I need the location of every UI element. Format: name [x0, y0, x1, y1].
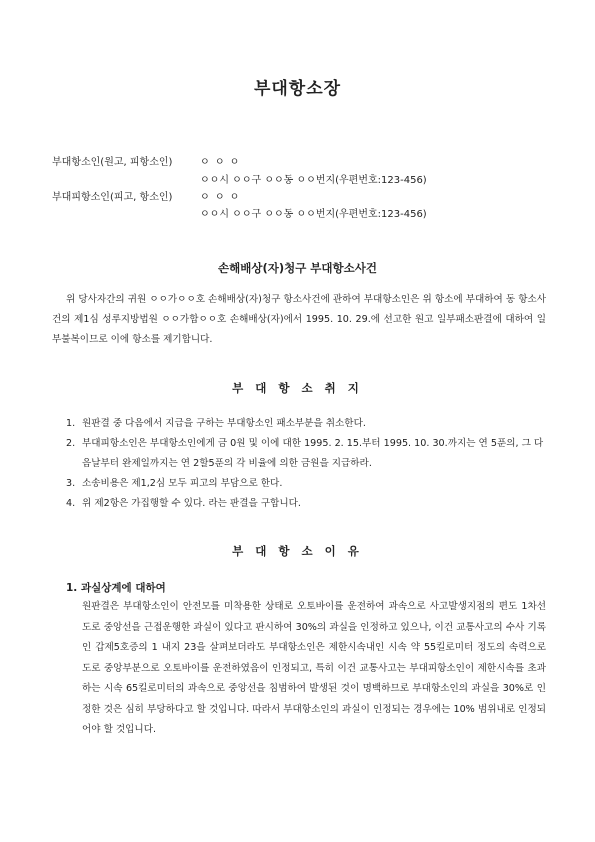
section1-title: 1. 과실상계에 대하여: [66, 582, 166, 594]
appellant-label: 부대항소인(원고, 피항소인): [52, 157, 173, 168]
claim-text: 부대피항소인은 부대항소인에게 금 0원 및 이에 대한 1995. 2. 15.부터 1995. 10. 30.까지는 연 5푼의, 그 다음날부터 완제일까지는 연 2할5푼의 각 비율에 의한 금원을 지급하라.: [82, 438, 544, 469]
claim-number: 4.: [66, 498, 76, 509]
claim-text: 위 제2항은 가집행할 수 있다. 라는 판결을 구합니다.: [82, 498, 301, 509]
appellee-name: ㅇ ㅇ ㅇ: [200, 192, 241, 203]
claims-heading: 부 대 항 소 취 지: [232, 381, 363, 395]
appellant-address: ㅇㅇ시 ㅇㅇ구 ㅇㅇ동 ㅇㅇ번지(우편번호:123-456): [200, 175, 427, 186]
intro-text: 위 당사자간의 귀원 ㅇㅇ가ㅇㅇ호 손해배상(자)청구 항소사건에 관하여 부대항소인은 위 항소에 부대하여 동 항소사건의 제1심 성루지방법원 ㅇㅇ가합ㅇㅇ호 손해배상(자)에서 1995. 10. 29.에 선고한 원고 일부패소판결에 대하여 일부불복이므로 이에 항소를 제기합니다.: [52, 294, 546, 345]
intro-paragraph: [52, 290, 546, 350]
claim-item: [66, 474, 546, 494]
appellee-address: ㅇㅇ시 ㅇㅇ구 ㅇㅇ동 ㅇㅇ번지(우편번호:123-456): [200, 209, 427, 220]
reasons-heading: 부 대 항 소 이 유: [232, 544, 363, 558]
claim-number: 1.: [66, 418, 76, 429]
claim-number: 3.: [66, 478, 76, 489]
section1-body: 원판결은 부대항소인이 안전모를 미착용한 상태로 오토바이를 운전하여 과속으로 사고발생지점의 편도 1차선 도로 중앙선을 근접운행한 과실이 있다고 판시하여 30%의 과실을 인정하고 있으나, 이건 교통사고의 수사 기록인 갑제5호증의 1 내지 23을 살펴보더라도 부대항소인은 제한시속내인 시속 약 55킬로미터 정도의 속력으로 도로 중앙부분으로 오토바이를 운전하였음이 인정되고, 특히 이건 교통사고는 부대피항소인이 제한시속를 초과하는 시속 65킬로미터의 과속으로 중앙선을 침범하여 발생된 것이 명백하므로 부대항소인의 과실을 30%로 인정한 것은 심히 부당하다고 할 것입니다. 따라서 부대항소인의 과실이 인정되는 경우에는 10% 범위내로 인정되어야 할 것입니다.: [82, 601, 546, 735]
claim-item: [66, 434, 546, 474]
claim-item: [66, 414, 546, 434]
appellee-label: 부대피항소인(피고, 항소인): [52, 192, 173, 203]
appellant-name: ㅇ ㅇ ㅇ: [200, 157, 241, 168]
claims-list: [66, 414, 546, 514]
claim-text: 원판결 중 다음에서 지급을 구하는 부대항소인 패소부분을 취소한다.: [82, 418, 366, 429]
document-title: 부대항소장: [253, 79, 342, 99]
claims-list-wrap: [66, 414, 546, 514]
claim-number: 2.: [66, 438, 76, 449]
claim-text: 소송비용은 제1,2심 모두 피고의 부담으로 한다.: [82, 478, 283, 489]
claim-item: [66, 494, 546, 514]
case-title: 손해배상(자)청구 부대항소사건: [218, 261, 377, 275]
